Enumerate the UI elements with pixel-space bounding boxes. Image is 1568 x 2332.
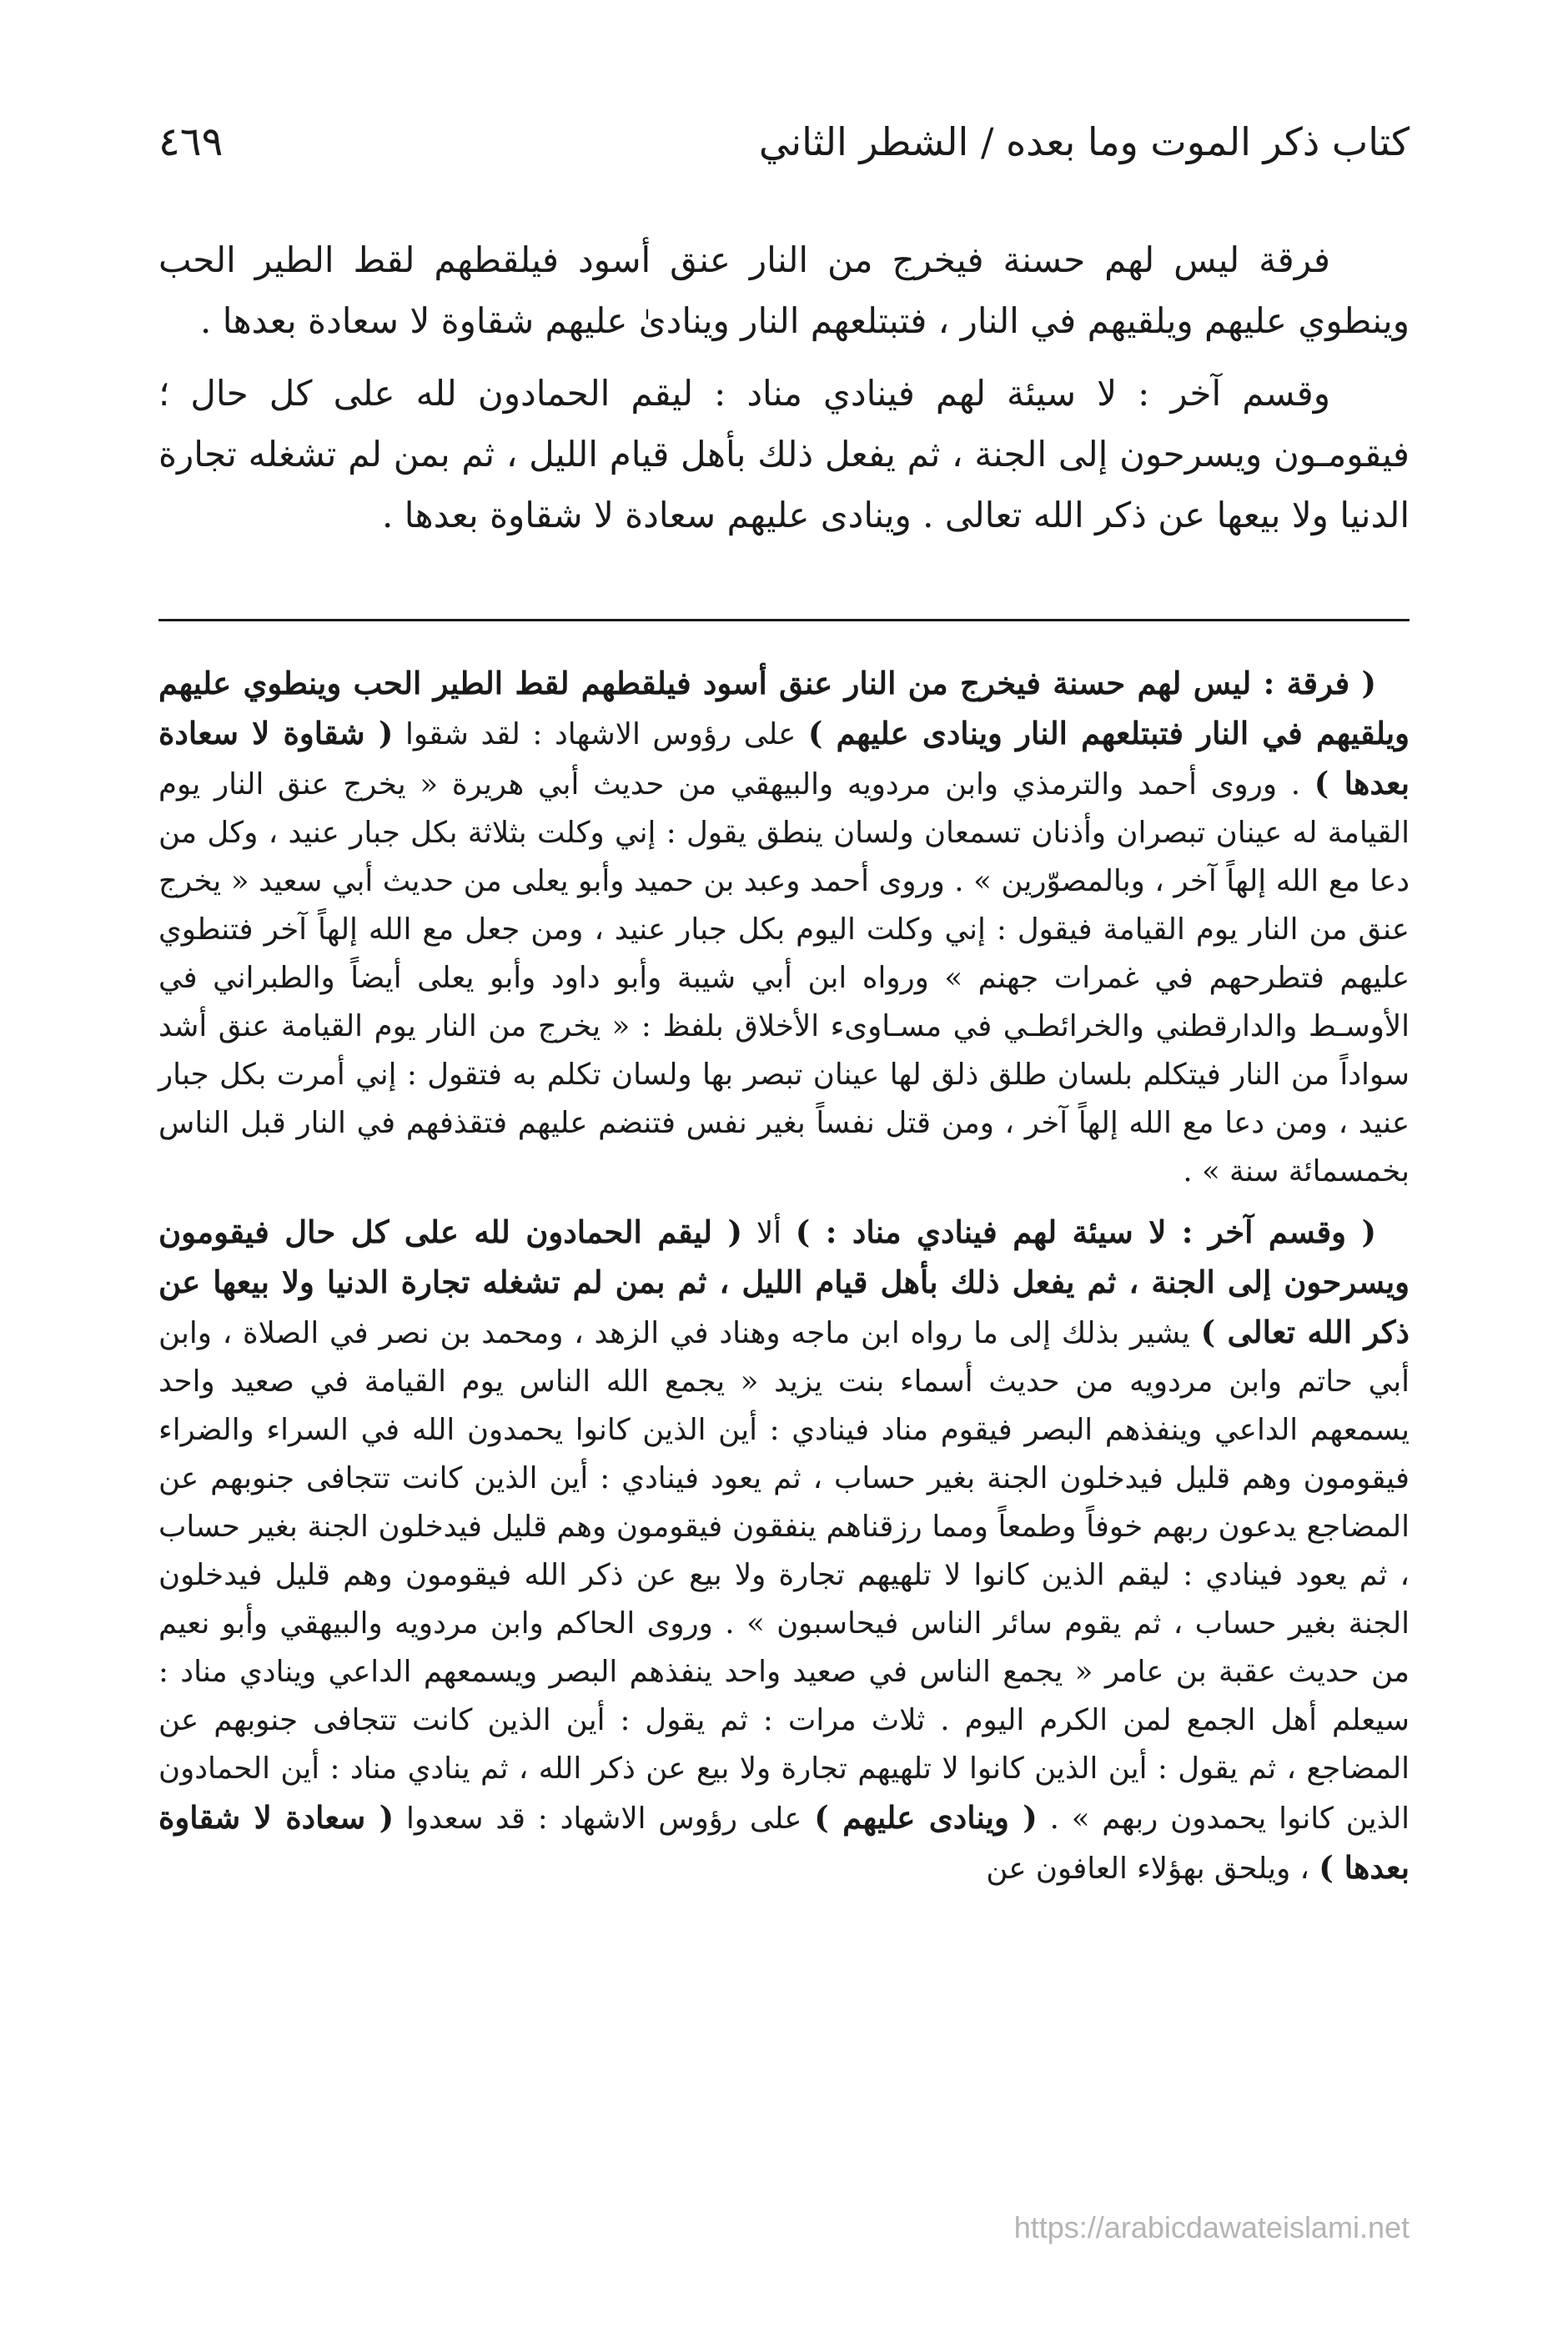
quoted-text: ( وينادى عليهم ) [814,1799,1038,1836]
commentary-paragraph [158,659,1410,1196]
commentary-span: على رؤوس الاشهاد : قد سعدوا [394,1802,815,1836]
quoted-text: ( فرقة : ليس لهم حسنة فيخرج من النار عنق أسود فيلقطهم لقط الطير الحب وينطوي عليهم ويلقيهم في النار فتبتلعهم النار وينادى عليهم ) [158,665,1410,751]
commentary-span: يشير بذلك إلى ما رواه ابن ماجه وهناد في الزهد ، ومحمد بن نصر في الصلاة ، وابن أبي حاتم وابن مردويه من حديث أسماء بنت يزيد « يجمع الله الناس يوم القيامة في صعيد واحد يسمعهم الداعي وينفذهم البصر فيقوم مناد فينادي : أين الذين كانوا يحمدون الله في السراء والضراء فيقومون وهم قليل فيدخلون الجنة بغير حساب ، ثم يعود فينادي : أين الذين كانت تتجافى جنوبهم عن المضاجع يدعون ربهم خوفاً وطمعاً ومما رزقناهم ينفقون فيقومون وهم قليل فيدخلون الجنة بغير حساب ، ثم يعود فينادي : ليقم الذين كانوا لا تلهيهم تجارة ولا بيع عن ذكر الله فيقومون وهم قليل فيدخلون الجنة بغير حساب ، ثم يقوم سائر الناس فيحاسبون » . وروى الحاكم وابن مردويه والبيهقي وأبو نعيم من حديث عقبة بن عامر « يجمع الناس في صعيد واحد ينفذهم البصر ويسمعهم الداعي وينادي مناد : سيعلم أهل الجمع لمن الكرم اليوم . ثلاث مرات : ثم يقول : أين الذين كانت تتجافى جنوبهم عن المضاجع ، ثم يقول : أين الذين كانوا لا تلهيهم تجارة ولا بيع عن ذكر الله ، ثم ينادي مناد : أين الحمادون الذين كانوا يحمدون ربهم » . [158,1316,1410,1836]
commentary-span: . وروى أحمد والترمذي وابن مردويه والبيهقي من حديث أبي هريرة « يخرج عنق النار يوم القيامة له عينان تبصران وأذنان تسمعان ولسان ينطق يقول : إني وكلت بثلاثة بكل جبار عنيد ، وكل من دعا مع الله إلهاً آخر ، وبالمصوّرين » . وروى أحمد وعبد بن حميد وأبو يعلى من حديث أبي سعيد « يخرج عنق من النار يوم القيامة فيقول : إني وكلت اليوم بكل جبار عنيد ، ومن جعل مع الله إلهاً آخر فتنطوي عليهم فتطرحهم في غمرات جهنم » ورواه ابن أبي شيبة وأبو داود وأبو يعلى أيضاً والطبراني في الأوسـط والدارقطني والخرائطـي في مسـاوىء الأخلاق بلفظ : « يخرج من النار يوم القيامة عنق أشد سواداً من النار فيتكلم بلسان طلق ذلق لها عينان تبصر بها ولسان تكلم به فتقول : إني أمرت بكل جبار عنيد ، ومن دعا مع الله إلهاً آخر ، ومن قتل نفساً بغير نفس فتنضم عليهم فتقذفهم في النار قبل الناس بخمسمائة سنة » . [158,767,1410,1189]
main-paragraph: فرقة ليس لهم حسنة فيخرج من النار عنق أسود فيلقطهم لقط الطير الحب وينطوي عليهم ويلقيهم في النار ، فتبتلعهم النار وينادىٰ عليهم شقاوة لا سعادة بعدها . [158,239,1410,341]
header-title: كتاب ذكر الموت وما بعده / الشطر الثاني [758,119,1410,164]
main-text [158,229,1410,557]
commentary-text [158,659,1410,1905]
watermark: https://arabicdawateislami.net [1013,2210,1410,2244]
quoted-text: ( ليقم الحمادون لله على كل حال فيقومون ويسرحون إلى الجنة ، ثم يفعل ذلك بأهل قيام الليل ، ثم بمن لم تشغله تجارة الدنيا ولا بيعها عن ذكر الله تعالى ) [158,1214,1410,1350]
quoted-text: ( وقسم آخر : لا سيئة لهم فينادي مناد : ) [795,1214,1376,1250]
commentary-span: ألا [741,1216,796,1250]
running-header [158,108,1410,175]
commentary-span: على رؤوس الاشهاد : لقد شقوا [393,717,808,751]
commentary-paragraph [158,1208,1410,1893]
commentary-span: ، ويلحق بهؤلاء العافون عن [986,1852,1319,1886]
main-paragraph: وقسم آخر : لا سيئة لهم فينادي مناد : ليقم الحمادون لله على كل حال ؛ فيقومـون ويسرحون إلى الجنة ، ثم يفعل ذلك بأهل قيام الليل ، ثم بمن لم تشغله تجارة الدنيا ولا بيعها عن ذكر الله تعالى . وينادى عليهم سعادة لا شقاوة بعدها . [158,373,1410,535]
page-number: ٤٦٩ [158,118,224,165]
quoted-text: ( شقاوة لا سعادة بعدها ) [158,715,1410,802]
section-divider [158,619,1410,621]
quoted-text: ( سعادة لا شقاوة بعدها ) [158,1799,1410,1886]
